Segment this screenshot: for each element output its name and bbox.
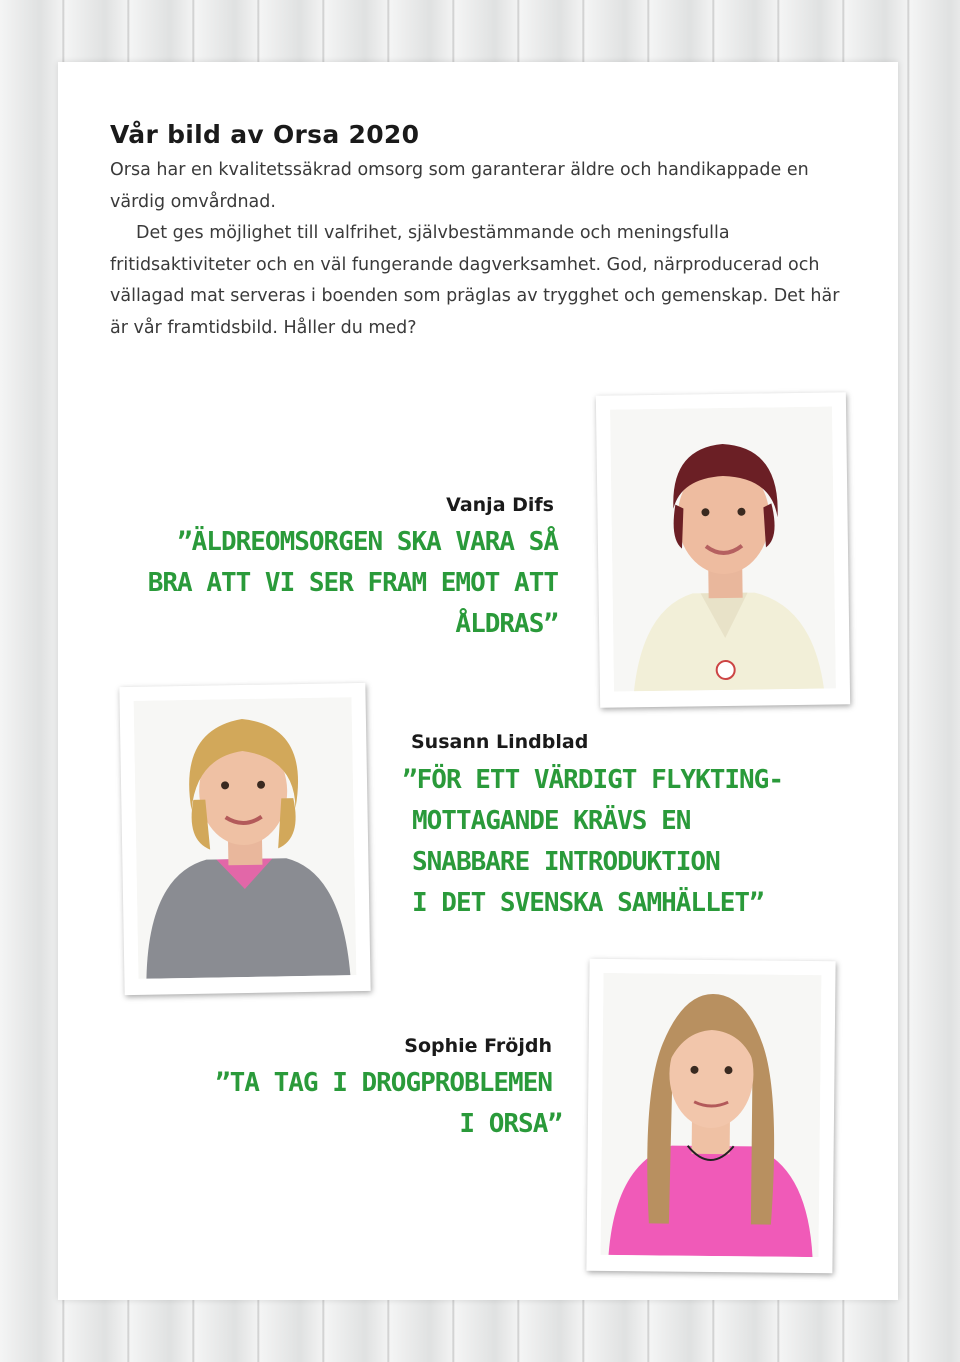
person-quote xyxy=(402,760,783,924)
person-quote xyxy=(148,522,558,645)
quote-line: BRA ATT VI SER FRAM EMOT ATT xyxy=(147,568,558,598)
page-title: Vår bild av Orsa 2020 xyxy=(110,120,420,149)
portrait-sophie-frojdh xyxy=(586,959,835,1274)
quote-line: I ORSA” xyxy=(459,1109,562,1139)
intro-section xyxy=(110,120,850,344)
quote-line: ”ÄLDREOMSORGEN SKA VARA SÅ xyxy=(177,527,558,557)
quote-line: ”TA TAG I DROGPROBLEMEN xyxy=(214,1068,552,1098)
portrait-image xyxy=(601,973,822,1257)
person-name: Vanja Difs xyxy=(446,494,554,516)
quote-line: I DET SVENSKA SAMHÄLLET” xyxy=(412,888,764,918)
quote-line: ”FÖR ETT VÄRDIGT FLYKTING- xyxy=(402,765,783,795)
portrait-image xyxy=(134,697,357,979)
portrait-susann-lindblad xyxy=(119,683,370,995)
portrait-vanja-difs xyxy=(596,392,850,707)
person-name: Susann Lindblad xyxy=(411,731,589,753)
person-quote xyxy=(215,1063,562,1145)
quote-line: SNABBARE INTRODUKTION xyxy=(412,847,720,877)
portrait-image xyxy=(610,406,836,691)
intro-paragraph-1: Orsa har en kvalitetssäkrad omsorg som garanterar äldre och handikappade en värdig omvårdnad. xyxy=(110,160,809,212)
person-name: Sophie Fröjdh xyxy=(404,1035,552,1057)
intro-paragraph-2: Det ges möjlighet till valfrihet, självbestämmande och meningsfulla fritidsaktiviteter och en väl fungerande dagverksamhet. God, närproducerad och vällagad mat serveras i boenden som präglas av trygghet och gemenskap. Det här är vår framtidsbild. Håller du med? xyxy=(110,223,840,338)
quote-line: MOTTAGANDE KRÄVS EN xyxy=(412,806,691,836)
quote-line: ÅLDRAS” xyxy=(455,609,558,639)
